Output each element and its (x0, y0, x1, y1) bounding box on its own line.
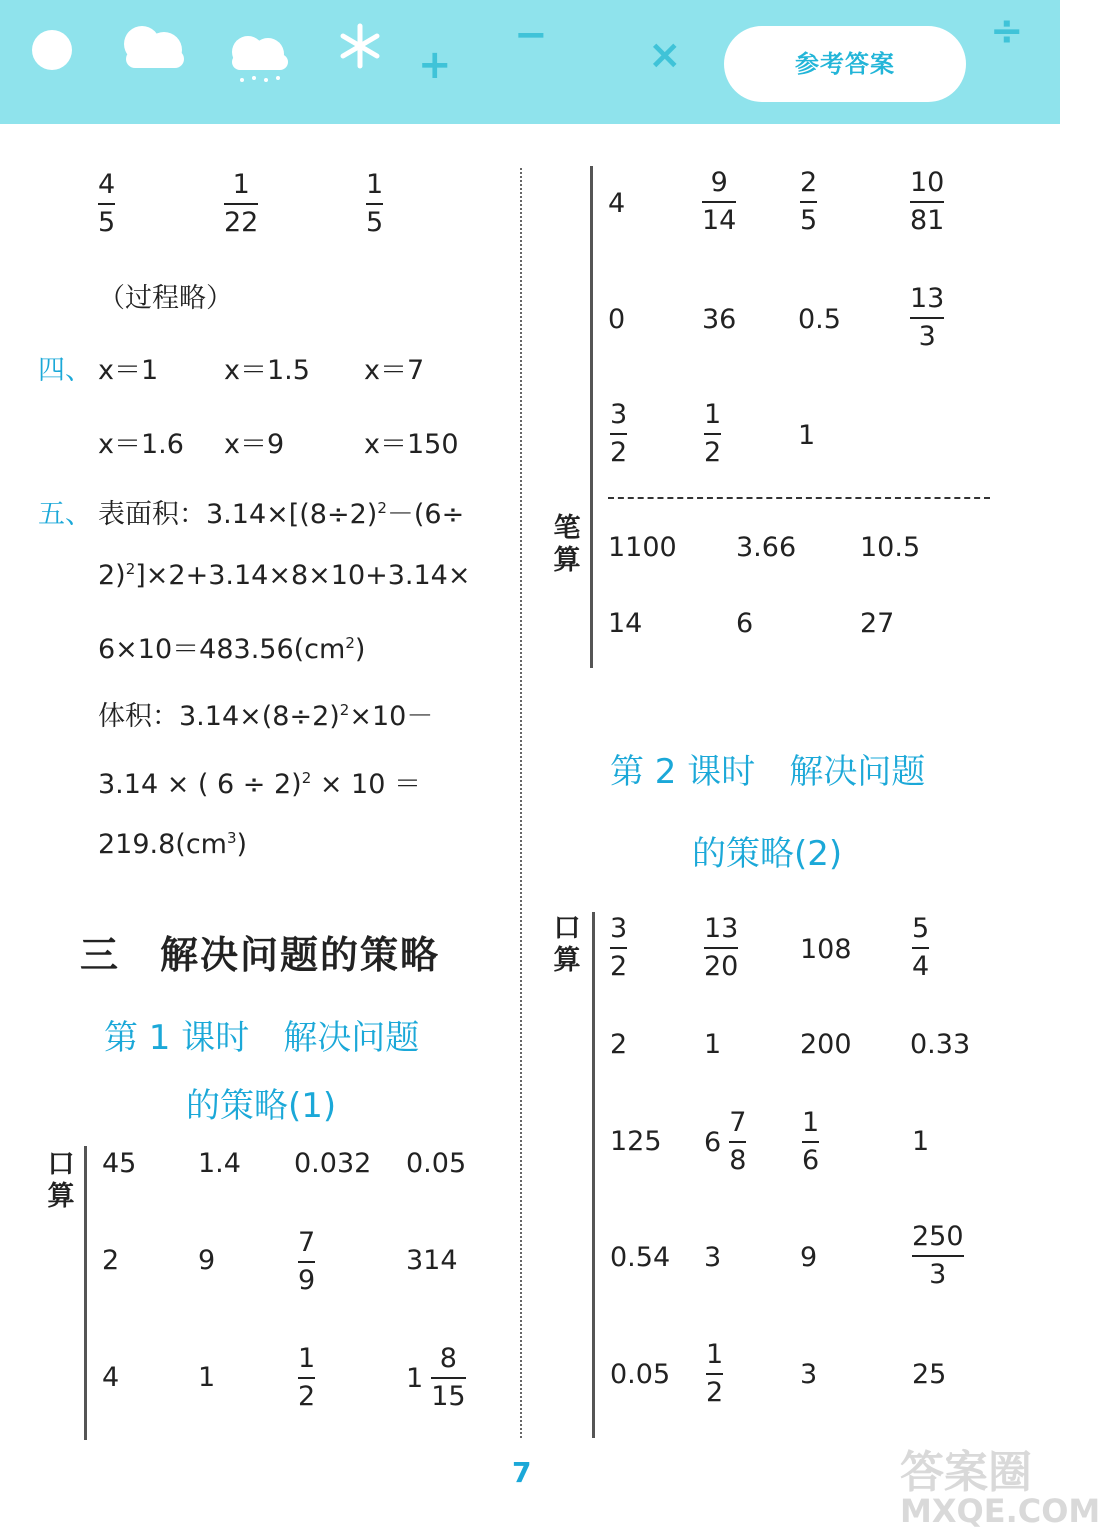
volume-formula-line: 3.14 × ( 6 ÷ 2)$^2$ × 10 ＝ (98, 769, 421, 800)
section-rule (590, 166, 593, 668)
answer-value: 314 (406, 1245, 458, 1276)
answer-value: 0 (608, 304, 626, 335)
answer-value: 200 (800, 1029, 852, 1060)
volume-formula-line: 体积：$3.14\times(8\div 2)^2\times 10-$ (98, 701, 434, 732)
fraction: 3 2 (610, 399, 628, 468)
fraction: 1 6 (802, 1107, 820, 1176)
fraction: 3 2 (610, 913, 628, 982)
fraction: 13 3 (910, 283, 945, 352)
area-formula-line: 2)$^2$]×2+3.14×8×10+3.14× (98, 560, 471, 591)
answer-value: 9 (800, 1242, 818, 1273)
answer-value: 3 (800, 1359, 818, 1390)
fraction: 1 2 (706, 1339, 724, 1408)
answer-value: 4 (608, 188, 626, 219)
answer-value: 4 (102, 1362, 120, 1393)
answer-value: 0.05 (610, 1359, 671, 1390)
answer-value: x＝7 (364, 355, 425, 386)
cloud-icon (118, 22, 190, 74)
answer-value: 0.5 (798, 304, 841, 335)
lesson-title: 第 1 课时 解决问题 (104, 1018, 420, 1058)
answer-value: 125 (610, 1126, 662, 1157)
unit-title: 三 解决问题的策略 (80, 933, 441, 977)
oral-label: 口 (47, 1149, 75, 1180)
answer-value: 1100 (608, 532, 677, 563)
question-label: 五、 (38, 499, 92, 530)
process-note: （过程略） (98, 283, 233, 314)
sun-icon (30, 28, 74, 72)
column-divider (520, 168, 522, 1438)
answer-value: 0.54 (610, 1242, 671, 1273)
lesson-title: 的策略(1) (186, 1086, 337, 1126)
oral-label: 口 (553, 913, 581, 944)
answer-value: 3 (704, 1242, 722, 1273)
fraction: 250 3 (912, 1221, 964, 1290)
rain-cloud-icon (222, 30, 294, 86)
volume-formula-line: $219.8(cm^3)$ (98, 829, 248, 860)
answer-value: 1 (704, 1029, 722, 1060)
divide-icon: ÷ (990, 8, 1024, 54)
mixed-number: 6 $\frac{7}{8}$ (704, 1107, 747, 1176)
answer-value: 1 (198, 1362, 216, 1393)
answer-value: 0.032 (294, 1148, 372, 1179)
question-label: 四、 (38, 355, 92, 386)
fraction: 5 4 (912, 913, 930, 982)
fraction: 13 20 (704, 913, 739, 982)
answer-value: 1 (798, 420, 816, 451)
fraction: 10 81 (910, 167, 945, 236)
fraction: 1 2 (298, 1343, 316, 1412)
answer-value: 27 (860, 608, 895, 639)
snowflake-icon (336, 22, 384, 70)
answer-value: x＝9 (224, 429, 285, 460)
answer-value: 14 (608, 608, 643, 639)
answer-value: 1.4 (198, 1148, 241, 1179)
fraction: 1 5 (366, 169, 384, 238)
mixed-number: 1 $\frac{8}{15}$ (406, 1343, 466, 1412)
answer-badge: 参考答案 (724, 26, 966, 102)
answer-value: 2 (610, 1029, 628, 1060)
answer-value: 2 (102, 1245, 120, 1276)
answer-value: 108 (800, 934, 852, 965)
area-formula-line: $6\times 10=483.56(cm^2)$ (98, 634, 366, 665)
answer-value: 3.66 (736, 532, 797, 563)
answer-value: 25 (912, 1359, 947, 1390)
section-divider (608, 497, 990, 499)
answer-value: 6 (736, 608, 754, 639)
answer-value: x＝1.5 (224, 355, 310, 386)
area-formula-line: 表面积：$3.14\times[(8\div 2)^2-(6\div$ (98, 499, 465, 530)
fraction: 9 14 (702, 167, 737, 236)
times-icon: × (648, 32, 682, 78)
fraction: 2 5 (800, 167, 818, 236)
oral-label: 算 (47, 1181, 75, 1212)
written-label: 算 (553, 545, 581, 576)
written-label: 笔 (553, 513, 581, 544)
plus-icon: + (418, 42, 452, 88)
answer-value: x＝1 (98, 355, 159, 386)
answer-value: 0.33 (910, 1029, 971, 1060)
section-rule (84, 1146, 87, 1440)
lesson-title: 的策略(2) (692, 834, 843, 874)
fraction: 7 9 (298, 1227, 316, 1296)
watermark-logo: 答案圈 (900, 1447, 1032, 1498)
watermark-url: MXQE.COM (900, 1492, 1100, 1530)
answer-value: 36 (702, 304, 737, 335)
answer-value: 9 (198, 1245, 216, 1276)
page-number: 7 (512, 1456, 532, 1489)
section-rule (592, 912, 595, 1438)
answer-value: 0.05 (406, 1148, 467, 1179)
oral-label: 算 (553, 945, 581, 976)
answer-value: x＝1.6 (98, 429, 184, 460)
fraction: 1 2 (704, 399, 722, 468)
answer-value: x＝150 (364, 429, 459, 460)
minus-icon: − (514, 12, 548, 58)
answer-value: 45 (102, 1148, 137, 1179)
answer-value: 1 (912, 1126, 930, 1157)
fraction: 1 22 (224, 169, 259, 238)
fraction: 4 5 (98, 169, 116, 238)
lesson-title: 第 2 课时 解决问题 (610, 752, 926, 792)
answer-value: 10.5 (860, 532, 921, 563)
